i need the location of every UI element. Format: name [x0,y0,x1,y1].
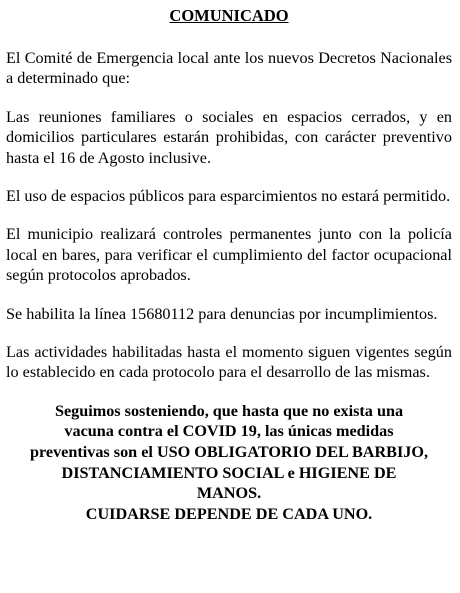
paragraph-controles: El municipio realizará controles permanentes junto con la policía local en bares, para verificar el cumplimiento del factor ocupacional según protocolos aprobados. [6,225,452,285]
closing-line: preventivas son el USO OBLIGATORIO DEL BARBIJO, [29,443,428,462]
document-title: COMUNICADO [169,6,289,25]
paragraph-intro: El Comité de Emergencia local ante los nuevos Decretos Nacionales a determinado que: [6,49,452,88]
paragraph-reuniones: Las reuniones familiares o sociales en espacios cerrados, y en domicilios particulares estarán prohibidas, con carácter preventivo hasta el 16 de Agosto inclusive. [6,107,452,167]
closing-line: Seguimos sosteniendo, que hasta que no exista una [54,401,404,420]
paragraph-espacios-publicos: El uso de espacios públicos para esparcimientos no estará permitido. [6,187,451,206]
closing-line: vacuna contra el COVID 19, las únicas medidas [64,422,394,441]
closing-statement [6,401,452,525]
paragraph-actividades: Las actividades habilitadas hasta el momento siguen vigentes según lo establecido en cada protocolo para el desarrollo de las mismas. [6,343,452,382]
closing-line: CUIDARSE DEPENDE DE CADA UNO. [85,504,373,523]
paragraph-linea-denuncias: Se habilita la línea 15680112 para denuncias por incumplimientos. [6,304,438,323]
document-page [6,6,452,524]
closing-line: DISTANCIAMIENTO SOCIAL e HIGIENE DE [61,463,397,482]
closing-line: MANOS. [196,484,262,503]
